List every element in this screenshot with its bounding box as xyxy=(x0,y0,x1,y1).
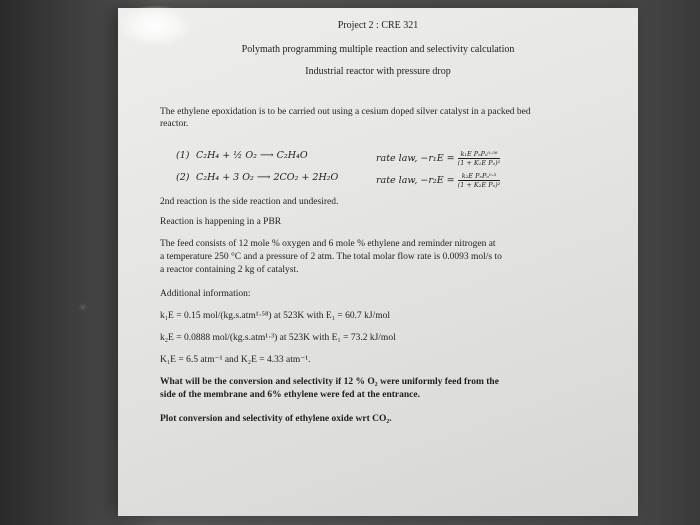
question-line-2: side of the membrane and 6% ethylene were fed at the entrance. xyxy=(160,390,420,400)
side-reaction-note: 2nd reaction is the side reaction and undesired. xyxy=(160,197,339,207)
paper-sheet xyxy=(118,8,638,516)
feed-line-3: a reactor containing 2 kg of catalyst. xyxy=(160,265,299,275)
rate-law-1-numerator: k₁E PₑPₒ⁰·⁵⁸ xyxy=(458,150,501,159)
info-line-3: K₁E = 6.5 atm⁻¹ and K₂E = 4.33 atm⁻¹. xyxy=(160,355,311,365)
rate-law-1 xyxy=(376,150,500,167)
rate-law-2-denominator: (1 + K₂E Pₑ)² xyxy=(457,181,501,189)
plot-instruction: Plot conversion and selectivity of ethylene oxide wrt CO₂. xyxy=(160,414,392,424)
feed-line-2: a temperature 250 °C and a pressure of 2 atm. The total molar flow rate is 0.0093 mol/s to xyxy=(160,252,502,262)
reaction-1-equation: C₂H₄ + ½ O₂ ⟶ C₂H₄O xyxy=(196,150,308,161)
rate-law-1-denominator: (1 + K₁E Pₑ)² xyxy=(457,159,501,167)
document-subtitle: Polymath programming multiple reaction and selectivity calculation xyxy=(241,44,515,55)
additional-info-heading: Additional information: xyxy=(160,289,251,299)
reaction-2-number: (2) xyxy=(176,172,190,183)
rate-law-1-label: rate law, −r₁E = xyxy=(376,153,455,164)
handwritten-mark: ✶ xyxy=(74,298,93,319)
rate-law-2-fraction xyxy=(458,172,501,189)
document-title: Project 2 : CRE 321 xyxy=(337,20,419,31)
rate-law-2-numerator: k₂E PₑPₒ⁰·³ xyxy=(458,172,501,181)
info-line-1: k₁E = 0.15 mol/(kg.s.atm¹·⁵⁸) at 523K with E₁ = 60.7 kJ/mol xyxy=(160,311,390,321)
document-subtitle-2: Industrial reactor with pressure drop xyxy=(305,66,451,77)
feed-line-1: The feed consists of 12 mole % oxygen and 6 mole % ethylene and reminder nitrogen at xyxy=(160,239,496,249)
rate-law-2-label: rate law, −r₂E = xyxy=(376,175,455,186)
rate-law-2 xyxy=(376,172,500,189)
reaction-1-number: (1) xyxy=(176,150,190,161)
info-line-2: k₂E = 0.0888 mol/(kg.s.atm¹·³) at 523K with E₁ = 73.2 kJ/mol xyxy=(160,333,396,343)
camera-glare xyxy=(120,6,190,46)
question-line-1: What will be the conversion and selectivity if 12 % O₂ were uniformly feed from the xyxy=(160,377,499,387)
rate-law-1-fraction xyxy=(458,150,501,167)
intro-paragraph: The ethylene epoxidation is to be carried out using a cesium doped silver catalyst in a packed bed reactor. xyxy=(160,107,531,129)
reaction-2-equation: C₂H₄ + 3 O₂ ⟶ 2CO₂ + 2H₂O xyxy=(196,172,339,183)
pbr-note: Reaction is happening in a PBR xyxy=(160,217,282,227)
